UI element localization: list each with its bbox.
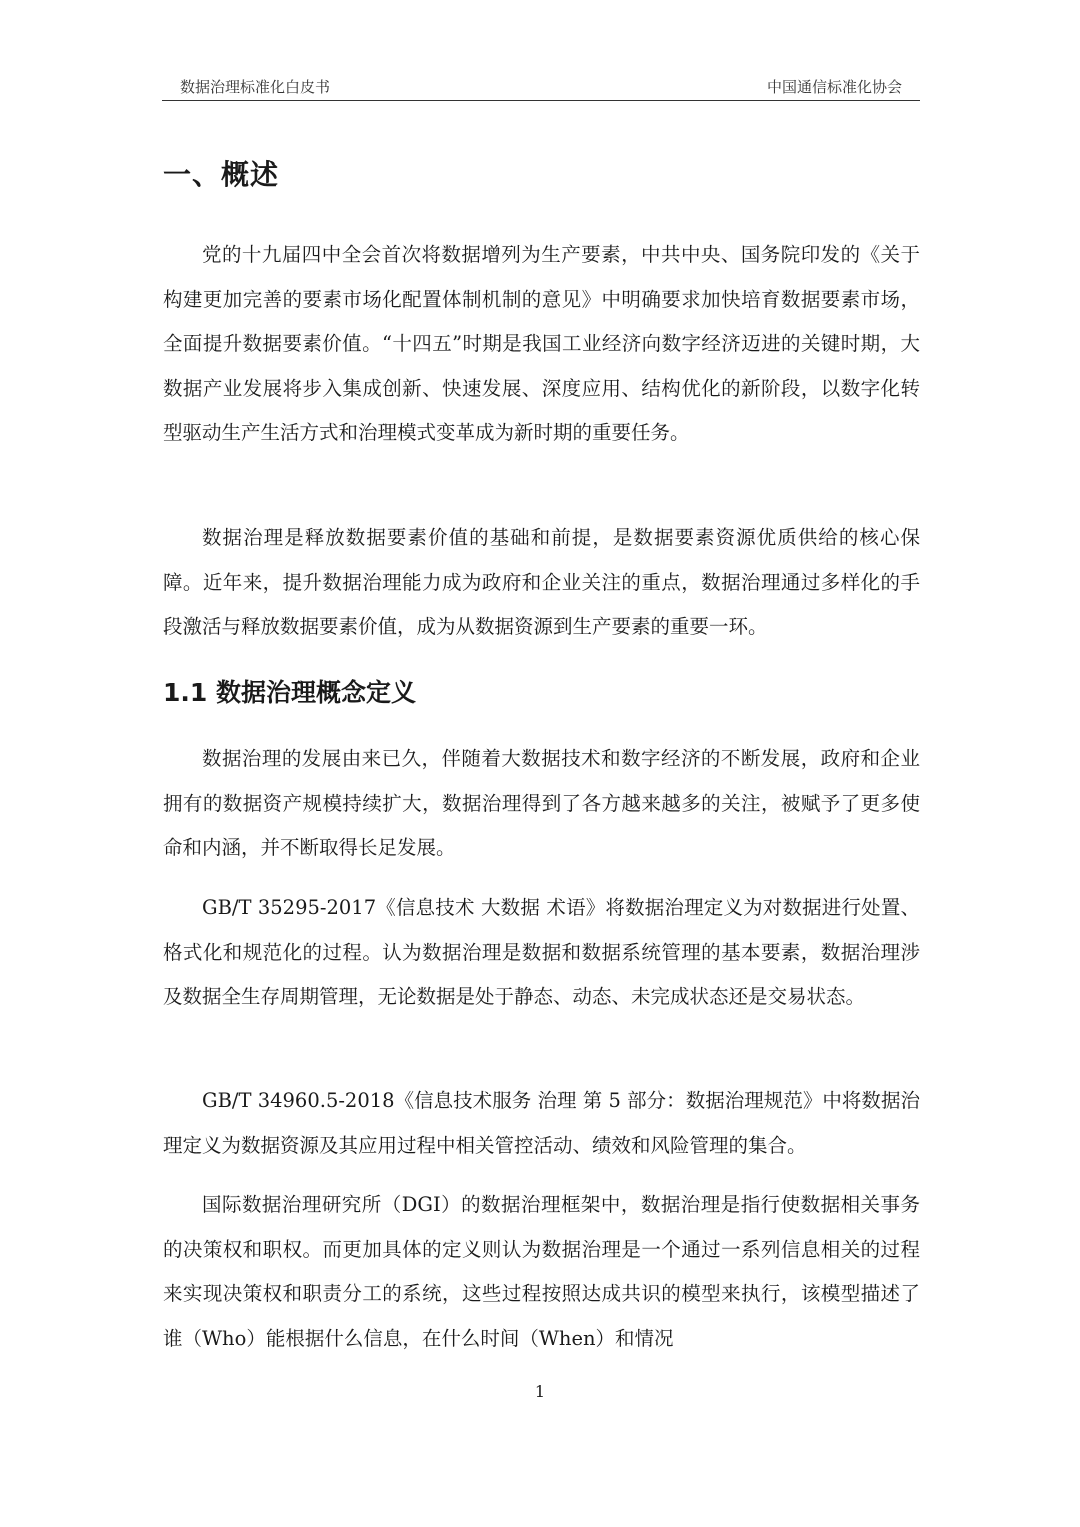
page-number: 1 [534,1382,546,1401]
subsection-paragraph-3: GB/T 34960.5-2018《信息技术服务 治理 第 5 部分：数据治理规范》中将数据治理定义为数据资源及其应用过程中相关管控活动、绩效和风险管理的集合。 [163,1089,920,1157]
header-organization: 中国通信标准化协会 [766,78,902,96]
page-header [162,76,920,101]
header-document-title: 数据治理标准化白皮书 [180,78,331,96]
subsection-heading: 1.1 数据治理概念定义 [163,678,416,707]
section-heading: 一、概述 [163,158,280,191]
section-paragraph-2: 数据治理是释放数据要素价值的基础和前提，是数据要素资源优质供给的核心保障。近年来，提升数据治理能力成为政府和企业关注的重点，数据治理通过多样化的手段激活与释放数据要素价值，成为从数据资源到生产要素的重要一环。 [163,526,920,638]
subsection-paragraph-4: 国际数据治理研究所（DGI）的数据治理框架中，数据治理是指行使数据相关事务的决策权和职权。而更加具体的定义则认为数据治理是一个通过一系列信息相关的过程来实现决策权和职责分工的系统，这些过程按照达成共识的模型来执行，该模型描述了谁（Who）能根据什么信息，在什么时间（When）和情况 [163,1193,920,1350]
subsection-paragraph-2: GB/T 35295-2017《信息技术 大数据 术语》将数据治理定义为对数据进行处置、格式化和规范化的过程。认为数据治理是数据和数据系统管理的基本要素，数据治理涉及数据全生存周期管理，无论数据是处于静态、动态、未完成状态还是交易状态。 [163,896,920,1008]
section-paragraph-1: 党的十九届四中全会首次将数据增列为生产要素，中共中央、国务院印发的《关于构建更加完善的要素市场化配置体制机制的意见》中明确要求加快培育数据要素市场，全面提升数据要素价值。“十四五”时期是我国工业经济向数字经济迈进的关键时期，大数据产业发展将步入集成创新、快速发展、深度应用、结构优化的新阶段，以数字化转型驱动生产生活方式和治理模式变革成为新时期的重要任务。 [163,243,920,444]
subsection-paragraph-1: 数据治理的发展由来已久，伴随着大数据技术和数字经济的不断发展，政府和企业拥有的数据资产规模持续扩大，数据治理得到了各方越来越多的关注，被赋予了更多使命和内涵，并不断取得长足发展。 [163,747,920,859]
